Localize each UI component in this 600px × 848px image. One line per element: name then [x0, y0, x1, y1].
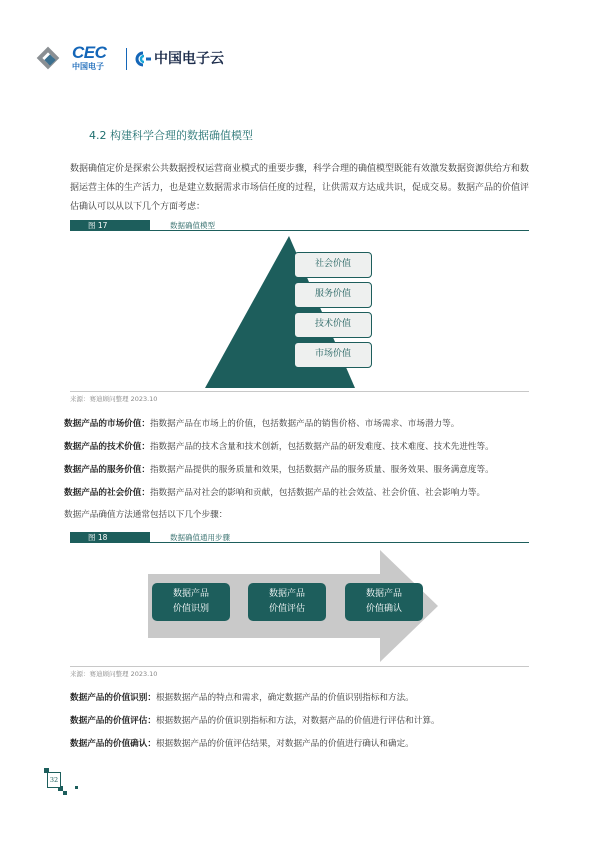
definition-text: 指数据产品的技术含量和技术创新，包括数据产品的研发难度、技术难度、技术先进性等。: [149, 442, 494, 452]
figure-17-source: 来源：赛迪顾问整理 2023.10: [70, 395, 158, 403]
intro-line: 据运营主体的生产活力，也是建立数据需求市场信任度的过程，让供需双方达成共识，促成交易。数据产品的价值评: [70, 183, 530, 193]
definition-term: 数据产品的价值评估：: [70, 716, 156, 726]
definition-term: 数据产品的价值确认：: [70, 739, 156, 749]
source-divider: [70, 391, 529, 392]
figure-18-header: [70, 532, 529, 543]
figure-17-label: 图 17: [70, 220, 150, 231]
section-title: 4.2 构建科学合理的数据确值模型: [89, 129, 253, 142]
definition-market-value: [64, 417, 459, 429]
source-divider: [70, 666, 529, 667]
definition-technical-value: [64, 440, 494, 452]
step-line: 数据产品: [365, 589, 402, 599]
definition-text: 根据数据产品的价值识别指标和方法，对数据产品的价值进行评估和计算。: [155, 716, 440, 726]
figure-18-title: 数据确值通用步骤: [170, 533, 230, 542]
step-line: 数据产品: [268, 589, 305, 599]
definition-text: 指数据产品在市场上的价值，包括数据产品的销售价格、市场需求、市场潜力等。: [149, 419, 460, 429]
figure-header-rule: [150, 230, 529, 231]
pyramid-layer-service: 服务价值: [294, 282, 372, 308]
page-number: 32: [47, 772, 61, 788]
pyramid-layer-technology: 技术价值: [294, 312, 372, 338]
definition-term: 数据产品的价值识别：: [70, 693, 156, 703]
figure-17-title: 数据确值模型: [170, 221, 215, 230]
definition-text: 根据数据产品的特点和需求，确定数据产品的价值识别指标和方法。: [155, 693, 414, 703]
cloud-logo-icon: [134, 51, 152, 67]
cec-logo-text: CEC: [72, 43, 107, 62]
step-line: 价值确认: [365, 604, 402, 614]
page-header: [40, 42, 260, 76]
step-line: 数据产品: [172, 589, 209, 599]
definition-text: 指数据产品对社会的影响和贡献，包括数据产品的社会效益、社会价值、社会影响力等。: [149, 488, 486, 498]
cloud-logo-text: 中国电子云: [154, 51, 224, 67]
step-value-evaluation: [248, 583, 326, 621]
step-value-identification: [152, 583, 230, 621]
step-line: 价值识别: [172, 604, 209, 614]
step-definition-identification: [70, 691, 414, 703]
pyramid-layer-social: 社会价值: [294, 252, 372, 278]
definition-social-value: [64, 486, 485, 498]
step-definition-evaluation: [70, 714, 440, 726]
cec-logo: [72, 44, 122, 72]
definition-term: 数据产品的社会价值：: [64, 488, 150, 498]
cec-logo-subtitle: 中国电子: [72, 62, 104, 71]
definition-text: 根据数据产品的价值评估结果，对数据产品的价值进行确认和确定。: [155, 739, 414, 749]
step-line: 价值评估: [268, 604, 305, 614]
figure-18-source: 来源：赛迪顾问整理 2023.10: [70, 670, 158, 678]
definition-text: 指数据产品提供的服务质量和效果，包括数据产品的服务质量、服务效果、服务满意度等。: [149, 465, 494, 475]
intro-line: 估确认可以从以下几个方面考虑：: [70, 202, 206, 212]
figure-18-label: 图 18: [70, 532, 150, 543]
definition-term: 数据产品的市场价值：: [64, 419, 150, 429]
definition-term: 数据产品的技术价值：: [64, 442, 150, 452]
steps-intro: 数据产品确值方法通常包括以下几个步骤：: [64, 510, 228, 520]
step-value-confirmation: [345, 583, 423, 621]
intro-paragraph: [70, 160, 548, 217]
intro-line: 数据确值定价是探索公共数据授权运营商业模式的重要步骤，科学合理的确值模型既能有效激发数据资源供给方和数: [70, 164, 530, 174]
pyramid-layer-market: 市场价值: [294, 342, 372, 368]
figure-header-rule: [150, 542, 529, 543]
definition-service-value: [64, 463, 494, 475]
step-definition-confirmation: [70, 737, 414, 749]
definition-term: 数据产品的服务价值：: [64, 465, 150, 475]
header-divider: [126, 48, 127, 70]
figure-17-header: [70, 220, 529, 231]
